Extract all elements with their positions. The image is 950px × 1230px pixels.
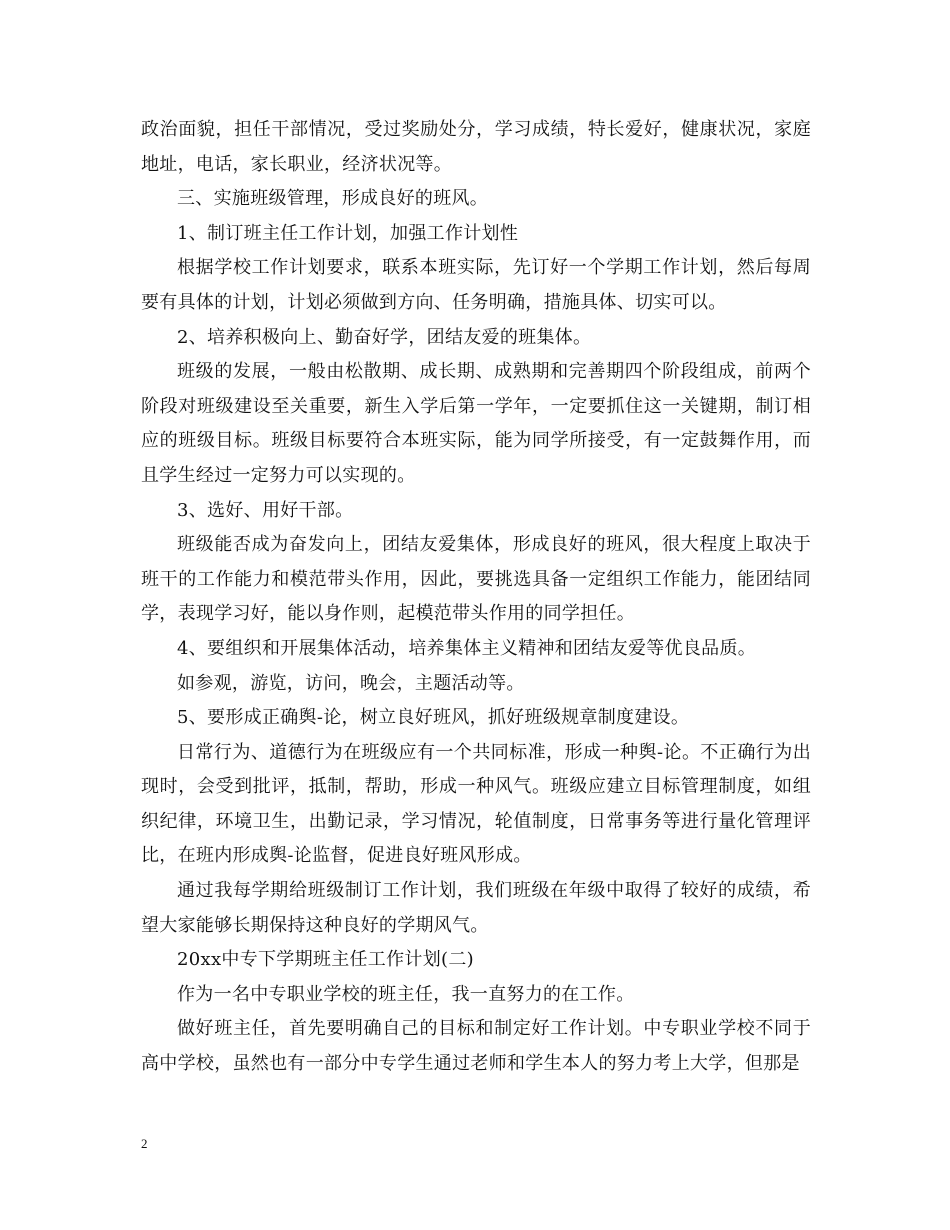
subheading: 1、制订班主任工作计划，加强工作计划性 [177, 222, 519, 244]
document-section-title: 20xx中专下学期班主任工作计划(二) [177, 949, 474, 971]
page-number: 2 [141, 1136, 148, 1151]
document-body [141, 113, 811, 1082]
paragraph: 政治面貌，担任干部情况，受过奖励处分，学习成绩，特长爱好，健康状况，家庭地址，电话，家长职业，经济状况等。 [141, 119, 811, 175]
paragraph: 日常行为、道德行为在班级应有一个共同标准，形成一种舆-论。不正确行为出现时，会受到批评，抵制，帮助，形成一种风气。班级应建立目标管理制度，如组织纪律，环境卫生，出勤记录，学习情况，轮值制度，日常事务等进行量化管理评比，在班内形成舆-论监督，促进良好班风形成。 [141, 741, 811, 867]
paragraph: 班级的发展，一般由松散期、成长期、成熟期和完善期四个阶段组成，前两个阶段对班级建设至关重要，新生入学后第一学年，一定要抓住这一关键期，制订相应的班级目标。班级目标要符合本班实际，能为同学所接受，有一定鼓舞作用，而且学生经过一定努力可以实现的。 [141, 361, 811, 486]
paragraph: 通过我每学期给班级制订工作计划，我们班级在年级中取得了较好的成绩，希望大家能够长期保持这种良好的学期风气。 [141, 880, 811, 936]
paragraph: 如参观，游览，访问，晚会，主题活动等。 [177, 672, 525, 694]
subheading: 4、要组织和开展集体活动，培养集体主义精神和团结友爱等优良品质。 [177, 637, 757, 659]
section-heading: 三、实施班级管理，形成良好的班风。 [177, 188, 489, 210]
paragraph: 根据学校工作计划要求，联系本班实际，先订好一个学期工作计划，然后每周要有具体的计划，计划必须做到方向、任务明确，措施具体、切实可以。 [141, 257, 811, 313]
paragraph: 班级能否成为奋发向上，团结友爱集体，形成良好的班风，很大程度上取决于班干的工作能力和模范带头作用，因此，要挑选具备一定组织工作能力，能团结同学，表现学习好，能以身作则，起模范带头作用的同学担任。 [141, 534, 811, 625]
subheading: 2、培养积极向上、勤奋好学，团结友爱的班集体。 [177, 326, 592, 348]
subheading: 5、要形成正确舆-论，树立良好班风，抓好班级规章制度建设。 [177, 707, 690, 729]
paragraph: 做好班主任，首先要明确自己的目标和制定好工作计划。中专职业学校不同于高中学校，虽然也有一部分中专学生通过老师和学生本人的努力考上大学，但那是 [141, 1018, 811, 1075]
subheading: 3、选好、用好干部。 [177, 499, 354, 521]
paragraph: 作为一名中专职业学校的班主任，我一直努力的在工作。 [177, 983, 635, 1005]
